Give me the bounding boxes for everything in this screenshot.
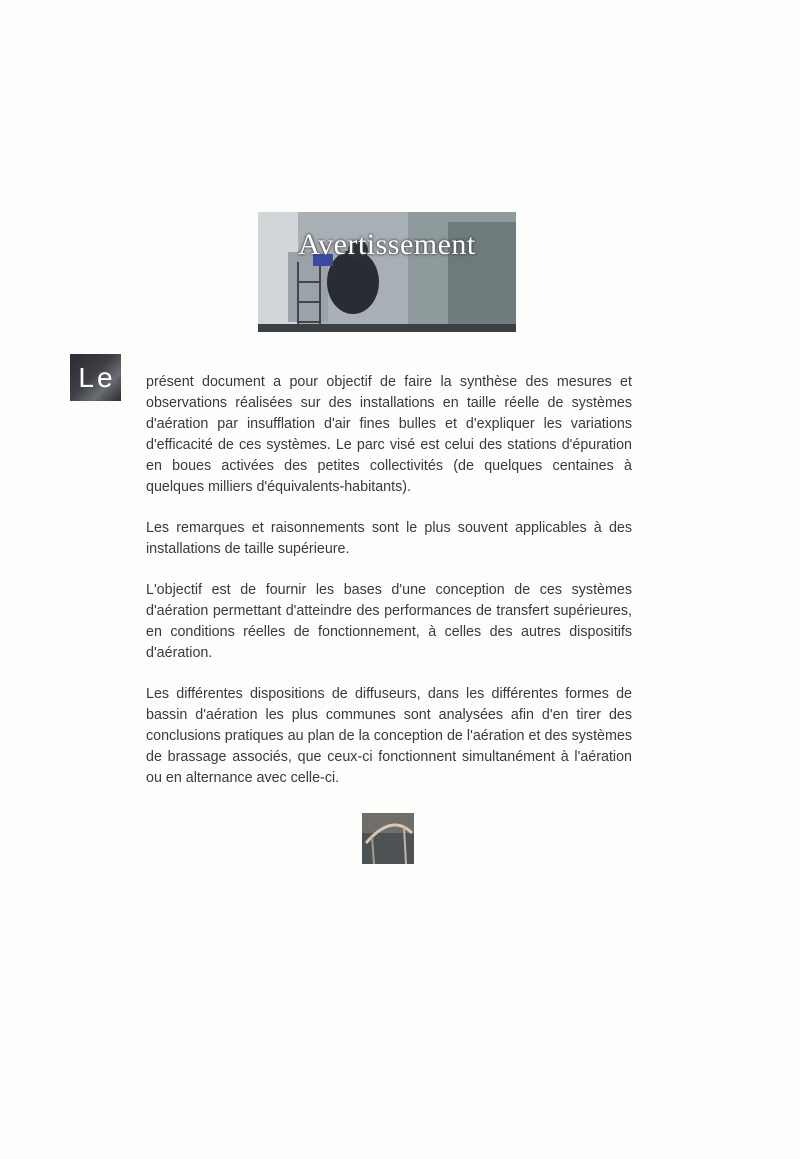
- paragraph-objective: L'objectif est de fournir les bases d'une conception de ces systèmes d'aération permettant d'atteindre des performances de transfert supérieures, en conditions réelles de fonctionnement, à celles des autres dispositifs d'aération.: [146, 582, 632, 661]
- header-photo: [258, 212, 516, 332]
- paragraph-intro: présent document a pour objectif de faire la synthèse des mesures et observations réalisées sur des installations en taille réelle de systèmes d'aération par insufflation d'air fines bulles et d'expliquer les variations d'efficacité de ces systèmes. Le parc visé est celui des stations d'épuration en boues activées des petites collectivités (de quelques centaines à quelques milliers d'équivalents-habitants).: [146, 374, 632, 495]
- page-title: Avertissement: [298, 228, 476, 261]
- paragraph-analysis: Les différentes dispositions de diffuseurs, dans les différentes formes de bassin d'aération les plus communes sont analysées afin d'en tirer des conclusions pratiques au plan de la conception de l'aération et des systèmes de brassage associés, que ceux-ci fonctionnent simultanément à l'aération ou en alternance avec celle-ci.: [146, 686, 632, 786]
- body-text: [146, 372, 632, 809]
- drop-cap-first-letter: L: [78, 362, 94, 393]
- drop-cap: [70, 354, 121, 401]
- footer-photo: [362, 813, 414, 864]
- drop-cap-second-letter: e: [97, 362, 113, 393]
- railing-photo: [362, 813, 414, 864]
- paragraph-applicability: Les remarques et raisonnements sont le plus souvent applicables à des installations de taille supérieure.: [146, 520, 632, 557]
